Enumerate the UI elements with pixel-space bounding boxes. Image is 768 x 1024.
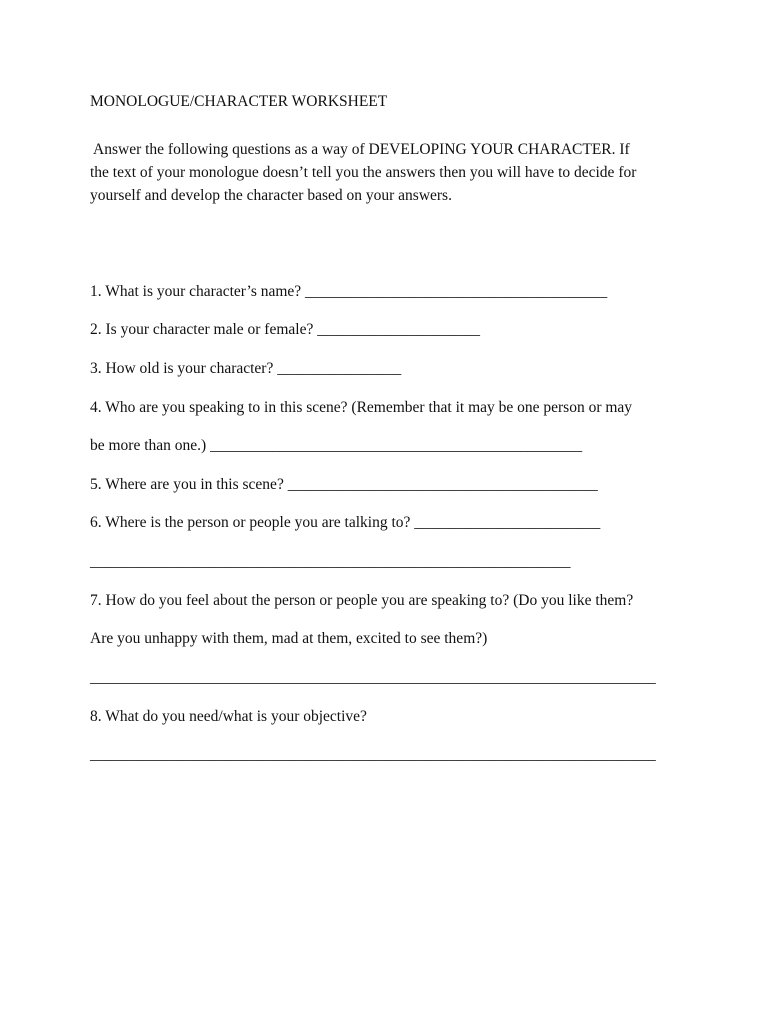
question-4-line-1: 4. Who are you speaking to in this scene? (Remember that it may be one person or may bbox=[90, 399, 633, 416]
page-title: MONOLOGUE/CHARACTER WORKSHEET bbox=[90, 93, 388, 110]
intro-line: yourself and develop the character based on your answers. bbox=[90, 187, 452, 204]
question-2: 2. Is your character male or female? _____________________ bbox=[90, 321, 480, 338]
question-7-line-1: 7. How do you feel about the person or people you are speaking to? (Do you like them? bbox=[90, 592, 634, 609]
intro-paragraph bbox=[90, 138, 690, 207]
intro-line: Answer the following questions as a way of DEVELOPING YOUR CHARACTER. If bbox=[90, 141, 630, 158]
question-8: 8. What do you need/what is your objective? bbox=[90, 708, 367, 725]
answer-line-6: ______________________________________________________________ bbox=[90, 553, 571, 570]
answer-line-8: _________________________________________________________________________ bbox=[90, 746, 656, 763]
question-5: 5. Where are you in this scene? ________________________________________ bbox=[90, 476, 598, 493]
question-7-line-2: Are you unhappy with them, mad at them, excited to see them?) bbox=[90, 630, 488, 647]
question-1: 1. What is your character’s name? _______________________________________ bbox=[90, 283, 608, 300]
answer-line-7: _________________________________________________________________________ bbox=[90, 669, 656, 686]
question-4-line-2: be more than one.) ________________________________________________ bbox=[90, 437, 583, 454]
question-6: 6. Where is the person or people you are talking to? ________________________ bbox=[90, 514, 601, 531]
intro-line: the text of your monologue doesn’t tell you the answers then you will have to decide for bbox=[90, 164, 637, 181]
question-3: 3. How old is your character? ________________ bbox=[90, 360, 402, 377]
